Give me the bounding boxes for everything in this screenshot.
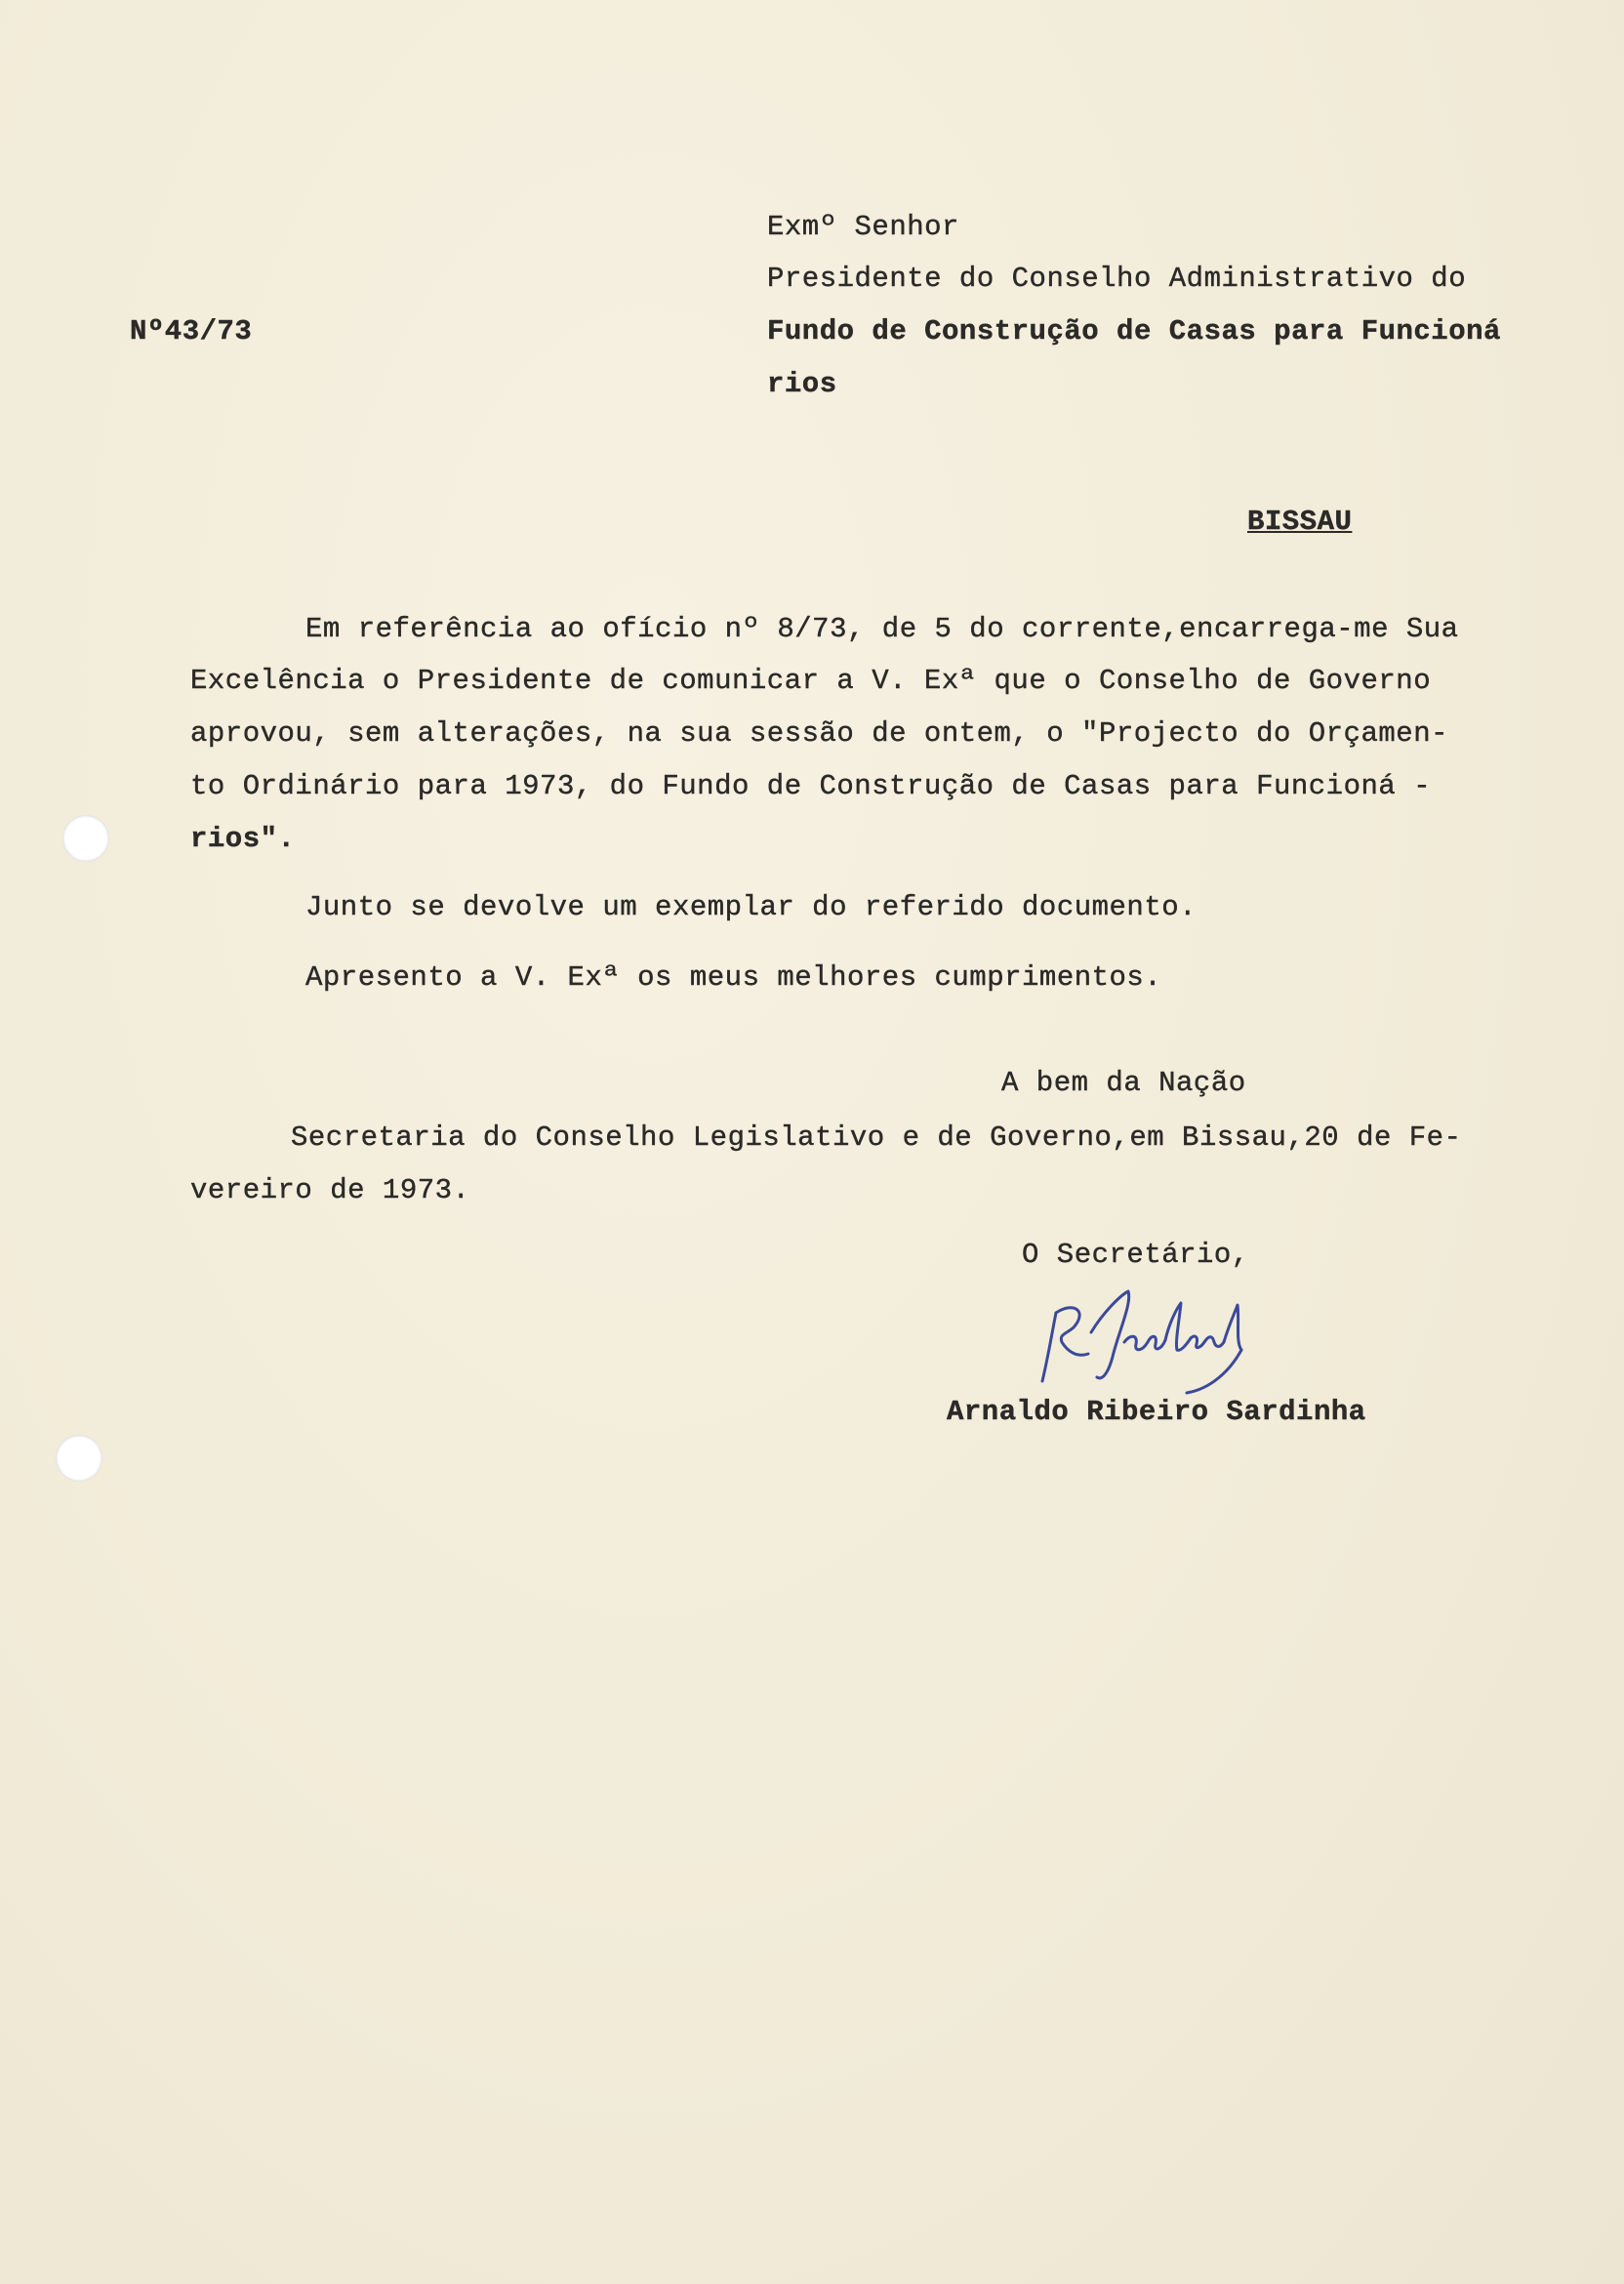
punch-hole-bottom <box>56 1435 102 1482</box>
reference-number: Nº43/73 <box>130 315 253 347</box>
city-heading: BISSAU <box>1247 506 1353 538</box>
signatory-name: Arnaldo Ribeiro Sardinha <box>947 1396 1366 1428</box>
body-paragraph-1-line-4: to Ordinário para 1973, do Fundo de Construção de Casas para Funcioná - <box>190 770 1432 802</box>
address-line-3: Fundo de Construção de Casas para Funcioná <box>767 315 1501 347</box>
dateline-line-2: vereiro de 1973. <box>190 1174 470 1206</box>
signatory-title: O Secretário, <box>1022 1239 1249 1271</box>
closing-formula: A bem da Nação <box>1001 1067 1246 1099</box>
body-paragraph-1-line-5: rios". <box>190 823 296 855</box>
handwritten-signature <box>1035 1274 1259 1401</box>
body-paragraph-2: Junto se devolve um exemplar do referido documento. <box>305 891 1198 923</box>
body-paragraph-1-line-3: aprovou, sem alterações, na sua sessão de ontem, o "Projecto do Orçamen- <box>190 717 1449 750</box>
body-paragraph-1-line-2: Excelência o Presidente de comunicar a V. Exª que o Conselho de Governo <box>190 665 1432 697</box>
body-paragraph-3: Apresento a V. Exª os meus melhores cumprimentos. <box>305 961 1162 994</box>
dateline-line-1: Secretaria do Conselho Legislativo e de Governo,em Bissau,20 de Fe- <box>291 1122 1462 1154</box>
address-line-2: Presidente do Conselho Administrativo do <box>767 263 1467 295</box>
body-paragraph-1-line-1: Em referência ao ofício nº 8/73, de 5 do corrente,encarrega-me Sua <box>305 613 1459 645</box>
punch-hole-top <box>62 815 109 862</box>
address-line-4: rios <box>767 368 837 400</box>
address-line-1: Exmº Senhor <box>767 211 959 243</box>
